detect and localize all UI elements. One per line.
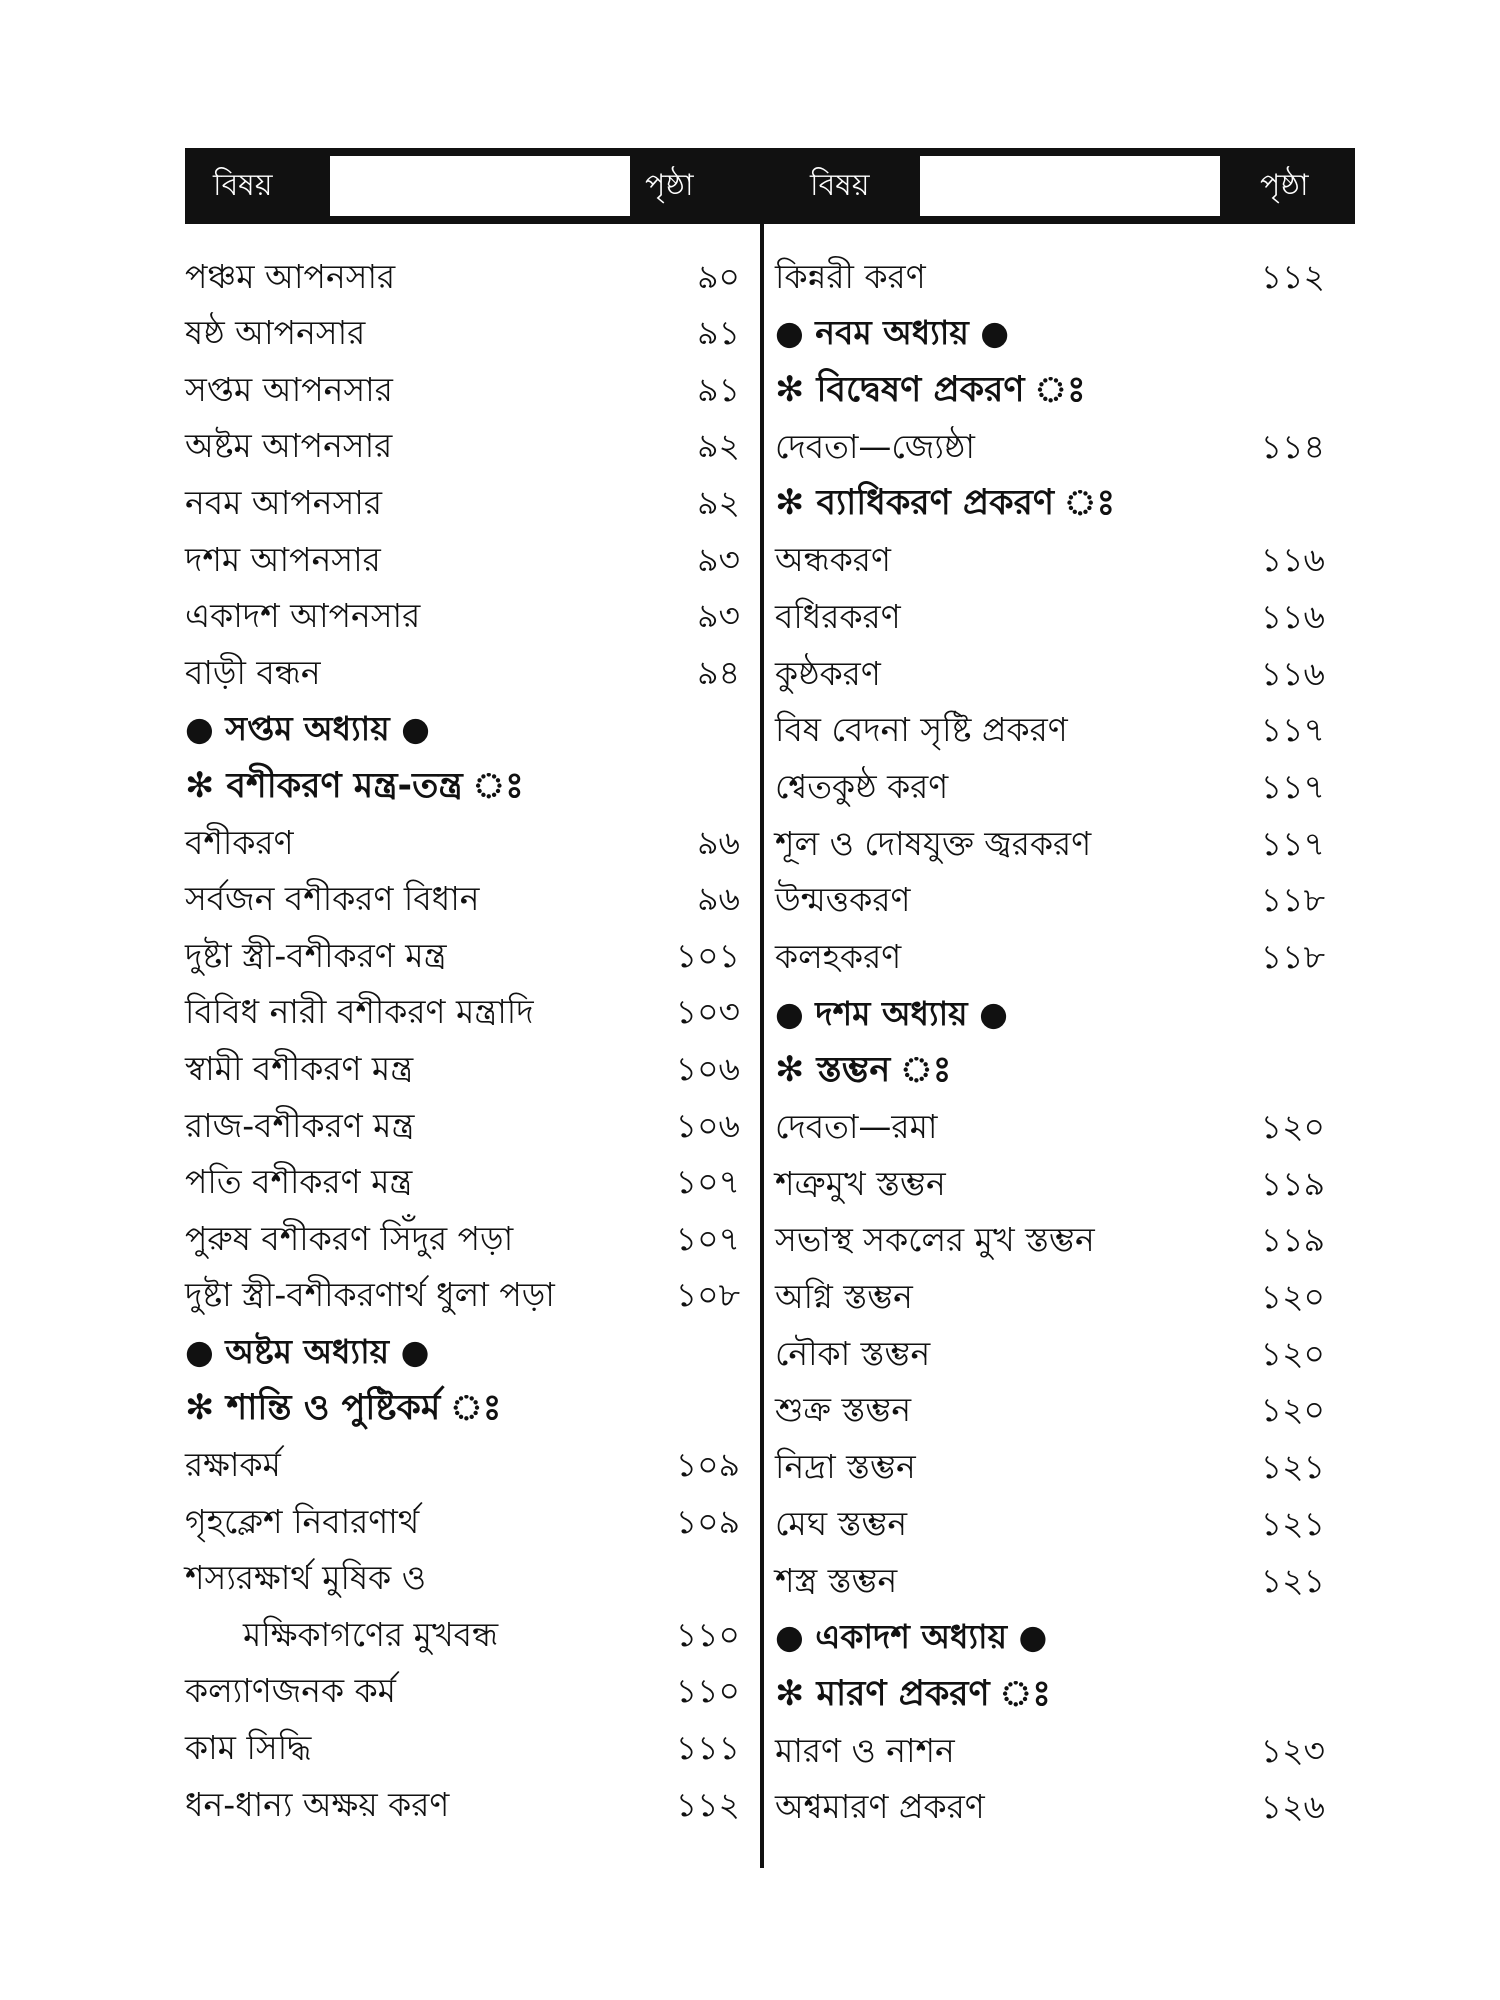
entry-title: ● একাদশ অধ্যায় ●: [775, 1617, 1048, 1657]
entry-title: ধন-ধান্য অক্ষয় করণ: [185, 1784, 450, 1824]
entry-page-number: ১২১: [1260, 1503, 1325, 1543]
table-of-contents: [185, 148, 1355, 1868]
entry-title: ● নবম অধ্যায় ●: [775, 313, 1010, 353]
toc-entry: [775, 1155, 1355, 1212]
chapter-heading: [775, 305, 1355, 362]
entry-page-number: ৯৩: [697, 596, 740, 636]
left-subject-header: বিষয়: [213, 168, 273, 203]
entry-title: কল্যাণজনক কর্ম: [185, 1671, 396, 1711]
entry-page-number: ১০৯: [675, 1501, 740, 1541]
entry-page-number: ৯০: [697, 256, 740, 296]
entry-title: ✻ শান্তি ও পুষ্টিকর্ম ঃ: [185, 1388, 502, 1429]
entry-title: নিদ্রা স্তম্ভন: [775, 1447, 916, 1487]
entry-page-number: ১০১: [675, 935, 740, 975]
entry-title: কলহকরণ: [775, 936, 902, 976]
chapter-heading: [775, 985, 1355, 1042]
entry-page-number: ১২১: [1260, 1560, 1325, 1600]
entry-title: একাদশ আপনসার: [185, 596, 421, 636]
toc-entry: [775, 1325, 1355, 1382]
toc-entry: [185, 1550, 740, 1607]
toc-entry: [775, 248, 1355, 305]
entry-title: অষ্টম আপনসার: [185, 426, 393, 466]
entry-title: দুষ্টা স্ত্রী-বশীকরণার্থ ধুলা পড়া: [185, 1275, 555, 1315]
entry-title: অন্ধকরণ: [775, 540, 891, 580]
entry-title: নৌকা স্তম্ভন: [775, 1333, 931, 1373]
toc-entry: [185, 305, 740, 362]
toc-entry: [185, 588, 740, 645]
entry-title: বিষ বেদনা সৃষ্টি প্রকরণ: [775, 710, 1068, 750]
toc-entry: [775, 758, 1355, 815]
entry-page-number: ১১০: [675, 1614, 740, 1654]
toc-entry: [185, 1097, 740, 1154]
entry-page-number: ১২০: [1260, 1390, 1325, 1430]
entry-page-number: ১০৩: [675, 992, 740, 1032]
section-heading: [775, 475, 1355, 532]
entry-title: পতি বশীকরণ মন্ত্র: [185, 1162, 413, 1202]
entry-page-number: ১২৬: [1260, 1787, 1325, 1827]
section-heading: [775, 1665, 1355, 1722]
toc-entry: [775, 1098, 1355, 1155]
entry-page-number: ১২১: [1260, 1447, 1325, 1487]
entry-page-number: ১১৬: [1260, 653, 1325, 693]
entry-title: দশম আপনসার: [185, 539, 381, 579]
toc-entry: [185, 361, 740, 418]
column-divider: [760, 148, 764, 1868]
entry-page-number: ৯৬: [697, 879, 740, 919]
entry-title: ● দশম অধ্যায় ●: [775, 993, 1008, 1033]
entry-title: কিন্নরী করণ: [775, 256, 926, 296]
entry-page-number: ১০৭: [675, 1162, 740, 1202]
left-header-blank: [330, 156, 630, 216]
entry-title: ✻ ব্যাধিকরণ প্রকরণ ঃ: [775, 483, 1116, 524]
entry-page-number: ৯১: [697, 369, 740, 409]
entry-page-number: ৯১: [697, 313, 740, 353]
section-heading: [775, 361, 1355, 418]
entry-title: শূল ও দোষযুক্ত জ্বরকরণ: [775, 823, 1092, 863]
entry-title: মারণ ও নাশন: [775, 1730, 955, 1770]
toc-entry: [185, 814, 740, 871]
toc-entry: [185, 248, 740, 305]
entry-title: পুরুষ বশীকরণ সিঁদুর পড়া: [185, 1218, 514, 1258]
toc-entry: [775, 1438, 1355, 1495]
section-heading: [775, 1042, 1355, 1099]
entry-title: উন্মত্তকরণ: [775, 880, 911, 920]
toc-entry: [185, 531, 740, 588]
entry-page-number: ১২০: [1260, 1277, 1325, 1317]
entry-page-number: ১২০: [1260, 1333, 1325, 1373]
entry-title: অগ্নি স্তম্ভন: [775, 1277, 913, 1317]
chapter-heading: [185, 701, 740, 758]
entry-page-number: ৯২: [697, 482, 740, 522]
toc-entry: [775, 1552, 1355, 1609]
entry-page-number: ১০৬: [675, 1105, 740, 1145]
entry-title: বশীকরণ: [185, 822, 294, 862]
toc-entry: [185, 1776, 740, 1833]
entry-page-number: ৯৬: [697, 822, 740, 862]
entry-title: নবম আপনসার: [185, 482, 382, 522]
entry-page-number: ৯২: [697, 426, 740, 466]
entry-page-number: ১০৭: [675, 1218, 740, 1258]
toc-entry: [185, 1210, 740, 1267]
entry-page-number: ১১২: [675, 1784, 740, 1824]
toc-entry: [185, 474, 740, 531]
toc-entry: [185, 927, 740, 984]
right-subject-header: বিষয়: [810, 168, 870, 203]
entry-title: রক্ষাকর্ম: [185, 1445, 281, 1485]
entry-title: স্বামী বশীকরণ মন্ত্র: [185, 1048, 414, 1088]
entry-title: মক্ষিকাগণের মুখবন্ধ: [243, 1614, 499, 1654]
entry-title: শস্যরক্ষার্থ মুষিক ও: [185, 1558, 427, 1598]
entry-title: ✻ মারণ প্রকরণ ঃ: [775, 1673, 1051, 1714]
entry-title: শত্রুমুখ স্তম্ভন: [775, 1163, 946, 1203]
entry-title: ● অষ্টম অধ্যায় ●: [185, 1331, 430, 1371]
entry-title: গৃহক্লেশ নিবারণার্থ: [185, 1501, 420, 1541]
right-header-blank: [920, 156, 1220, 216]
entry-title: শস্ত্র স্তম্ভন: [775, 1560, 898, 1600]
entry-page-number: ১১৭: [1260, 823, 1325, 863]
toc-entry: [185, 1493, 740, 1550]
entry-page-number: ১০৯: [675, 1445, 740, 1485]
entry-title: দুষ্টা স্ত্রী-বশীকরণ মন্ত্র: [185, 935, 447, 975]
toc-entry: [775, 645, 1355, 702]
section-heading: [185, 757, 740, 814]
toc-entry: [775, 1495, 1355, 1552]
entry-title: বধিরকরণ: [775, 596, 901, 636]
entry-title: রাজ-বশীকরণ মন্ত্র: [185, 1105, 415, 1145]
entry-title: দেবতা—রমা: [775, 1107, 938, 1146]
toc-entry: [775, 872, 1355, 929]
toc-entry: [775, 588, 1355, 645]
toc-header-bar: [185, 148, 1355, 224]
toc-entry: [775, 1382, 1355, 1439]
toc-entry: [775, 1212, 1355, 1269]
toc-entry: [775, 702, 1355, 759]
toc-entry: [185, 871, 740, 928]
entry-title: অশ্বমারণ প্রকরণ: [775, 1787, 985, 1827]
toc-entry: [185, 1436, 740, 1493]
toc-entry: [775, 418, 1355, 475]
entry-title: ষষ্ঠ আপনসার: [185, 313, 366, 353]
right-column: [775, 248, 1355, 1835]
left-column: [185, 248, 740, 1833]
section-heading: [185, 1380, 740, 1437]
chapter-heading: [185, 1323, 740, 1380]
toc-entry: [775, 928, 1355, 985]
entry-title: সপ্তম আপনসার: [185, 369, 393, 409]
toc-entry: [185, 1267, 740, 1324]
entry-title: ✻ বিদ্বেষণ প্রকরণ ঃ: [775, 370, 1086, 411]
entry-title: কাম সিদ্ধি: [185, 1728, 312, 1768]
toc-entry: [185, 1606, 740, 1663]
entry-title: বিবিধ নারী বশীকরণ মন্ত্রাদি: [185, 992, 534, 1032]
entry-page-number: ১১৭: [1260, 766, 1325, 806]
entry-page-number: ১১২: [1260, 256, 1325, 296]
entry-page-number: ১২০: [1260, 1107, 1325, 1146]
entry-page-number: ১১৪: [1260, 426, 1325, 466]
toc-entry: [185, 1719, 740, 1776]
toc-entry: [775, 1722, 1355, 1779]
entry-title: ● সপ্তম অধ্যায় ●: [185, 709, 430, 749]
entry-page-number: ১২৩: [1260, 1730, 1325, 1770]
entry-title: সভাস্থ সকলের মুখ স্তম্ভন: [775, 1220, 1095, 1260]
right-page-header: পৃষ্ঠা: [1260, 168, 1309, 203]
entry-title: বাড়ী বন্ধন: [185, 652, 321, 692]
toc-entry: [185, 1040, 740, 1097]
entry-title: পঞ্চম আপনসার: [185, 256, 396, 296]
toc-entry: [775, 1268, 1355, 1325]
toc-entry: [775, 1779, 1355, 1836]
chapter-heading: [775, 1609, 1355, 1666]
entry-title: দেবতা—জ্যেষ্ঠা: [775, 426, 975, 466]
entry-page-number: ১১৬: [1260, 596, 1325, 636]
entry-page-number: ৯৩: [697, 539, 740, 579]
entry-page-number: ১০৮: [675, 1275, 740, 1315]
left-page-header: পৃষ্ঠা: [645, 168, 694, 203]
entry-title: শুক্র স্তম্ভন: [775, 1390, 912, 1430]
toc-entry: [185, 984, 740, 1041]
toc-entry: [185, 644, 740, 701]
toc-entry: [775, 815, 1355, 872]
entry-page-number: ১১৮: [1260, 936, 1325, 976]
entry-page-number: ১১৭: [1260, 710, 1325, 750]
entry-title: মেঘ স্তম্ভন: [775, 1503, 908, 1543]
toc-entry: [775, 531, 1355, 588]
entry-page-number: ১১৮: [1260, 880, 1325, 920]
entry-page-number: ৯৪: [697, 652, 740, 692]
entry-page-number: ১১৯: [1260, 1220, 1325, 1260]
entry-title: শ্বেতকুষ্ঠ করণ: [775, 766, 949, 806]
entry-page-number: ১১৬: [1260, 540, 1325, 580]
entry-title: কুষ্ঠকরণ: [775, 653, 881, 693]
entry-title: ✻ বশীকরণ মন্ত্র-তন্ত্র ঃ: [185, 765, 524, 806]
entry-page-number: ১১৯: [1260, 1163, 1325, 1203]
toc-entry: [185, 1663, 740, 1720]
toc-entry: [185, 1154, 740, 1211]
entry-page-number: ১১০: [675, 1671, 740, 1711]
entry-title: ✻ স্তম্ভন ঃ: [775, 1050, 952, 1091]
entry-page-number: ১১১: [675, 1728, 740, 1768]
entry-page-number: ১০৬: [675, 1048, 740, 1088]
toc-entry: [185, 418, 740, 475]
entry-title: সর্বজন বশীকরণ বিধান: [185, 879, 480, 919]
